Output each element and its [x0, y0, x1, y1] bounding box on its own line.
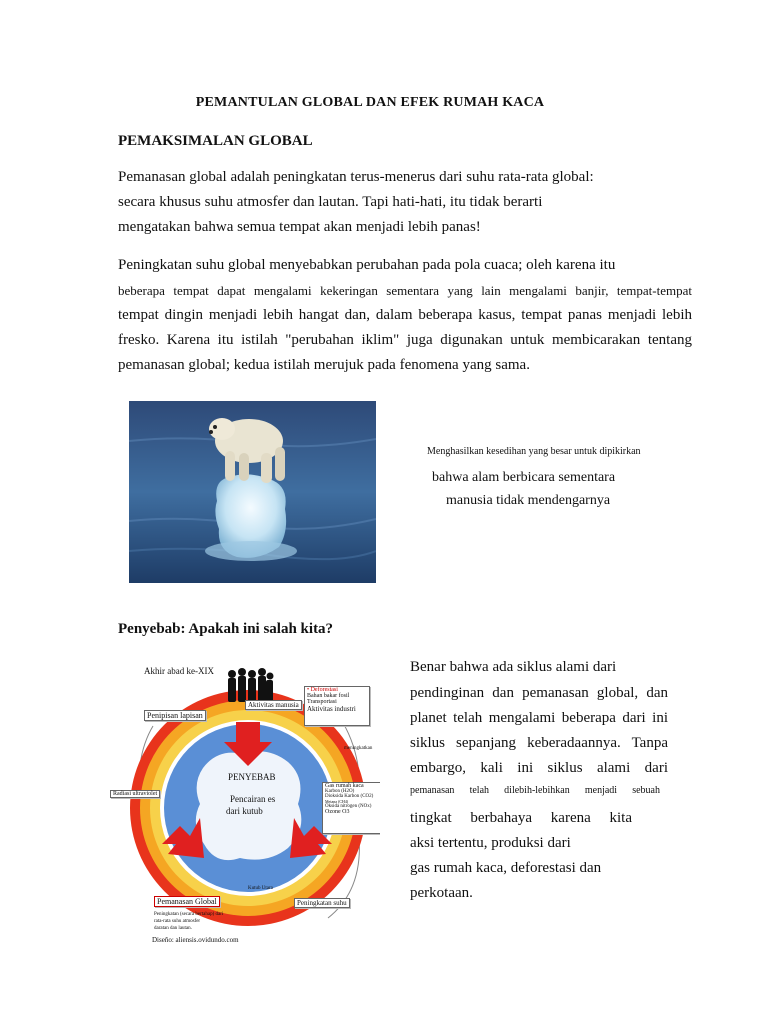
- diagram-label: Aktivitas manusia: [245, 700, 302, 710]
- cause-text-line: pendinginan dan pemanasan global, dan: [410, 685, 668, 701]
- caption-line: bahwa alam berbicara sementara: [432, 470, 616, 485]
- polar-bear-photo: [129, 401, 376, 583]
- caption-line: manusia tidak mendengarnya: [446, 493, 611, 508]
- para2-line: pemanasan global; kedua istilah merujuk pada fenomena yang sama.: [118, 357, 530, 373]
- diagram-label: Pemanasan Global: [154, 896, 220, 907]
- diagram-label: Pencairan es: [230, 794, 276, 804]
- diagram-box-gases: Gas rumah kaca Karbon (H2O) Dioksida Karbon (CO2) Metana (CH4) Oksida nitrogen (NOx) Ozone O3: [322, 782, 380, 834]
- document-title: PEMANTULAN GLOBAL DAN EFEK RUMAH KACA: [195, 95, 545, 110]
- caption-line-small: Menghasilkan kesedihan yang besar untuk dipikirkan: [427, 446, 641, 457]
- diagram-label: Kutub Utara: [248, 886, 273, 891]
- para1-line: Pemanasan global adalah peningkatan terus-menerus dari suhu rata-rata global:: [118, 169, 594, 185]
- diagram-note: rata-rata suhu atmosfer: [154, 919, 201, 924]
- diagram-label: PENYEBAB: [228, 772, 276, 782]
- cause-text-line: perkotaan.: [410, 885, 473, 901]
- cause-text-line: tingkat berbahaya karena kita: [410, 810, 632, 826]
- diagram-note: Peningkatan (secara bertahap) dari: [154, 912, 224, 917]
- diagram-note: daratan dan lautan.: [154, 926, 192, 931]
- cause-text-line: gas rumah kaca, deforestasi dan: [410, 860, 602, 876]
- para2-line: beberapa tempat dapat mengalami kekeringan sementara yang lain mengalami banjir, tempat-tempat: [118, 283, 692, 298]
- cause-text-line: embargo, kali ini siklus alami dari: [410, 760, 668, 776]
- para1-line: mengatakan bahwa semua tempat akan menjadi lebih panas!: [118, 219, 481, 235]
- cause-text-line: aksi tertentu, produksi dari: [410, 835, 571, 851]
- diagram-label: meningkatkan: [344, 746, 373, 751]
- diagram-label: Penipisan lapisan: [144, 710, 206, 721]
- cause-text-line: Benar bahwa ada siklus alami dari: [410, 659, 617, 675]
- para1-line: secara khusus suhu atmosfer dan lautan. Tapi hati-hati, itu tidak berarti: [118, 194, 543, 210]
- para2-line: Peningkatan suhu global menyebabkan perubahan pada pola cuaca; oleh karena itu: [118, 257, 616, 273]
- diagram-credit: Diseño: aliensis.ovidundo.com: [152, 936, 239, 944]
- para2-line: fresko. Karena itu istilah "perubahan iklim" juga digunakan untuk membicarakan tentang: [118, 332, 692, 348]
- para2-line: tempat dingin menjadi lebih hangat dan, dalam beberapa kasus, tempat panas menjadi lebih: [118, 307, 692, 323]
- diagram-box-activities: • Deforestasi Bahan bakar fosil Transportasi Aktivitas industri: [304, 686, 370, 726]
- diagram-label: Radiasi ultraviolet: [110, 790, 160, 798]
- cause-text-line: planet telah mengalami beberapa dari ini: [410, 710, 668, 726]
- global-warming-cause-diagram: [108, 658, 380, 950]
- diagram-label: dari kutub: [226, 806, 263, 816]
- cause-text-line: siklus sepanjang keberadaannya. Tanpa: [410, 735, 668, 751]
- cause-text-line: pemanasan telah dilebih-lebihkan menjadi sebuah: [410, 785, 660, 796]
- diagram-label: Akhir abad ke-XIX: [144, 666, 214, 676]
- section-heading-cause: Penyebab: Apakah ini salah kita?: [118, 621, 334, 637]
- diagram-label: Peningkatan suhu: [294, 898, 350, 908]
- section-heading-global: PEMAKSIMALAN GLOBAL: [118, 133, 313, 149]
